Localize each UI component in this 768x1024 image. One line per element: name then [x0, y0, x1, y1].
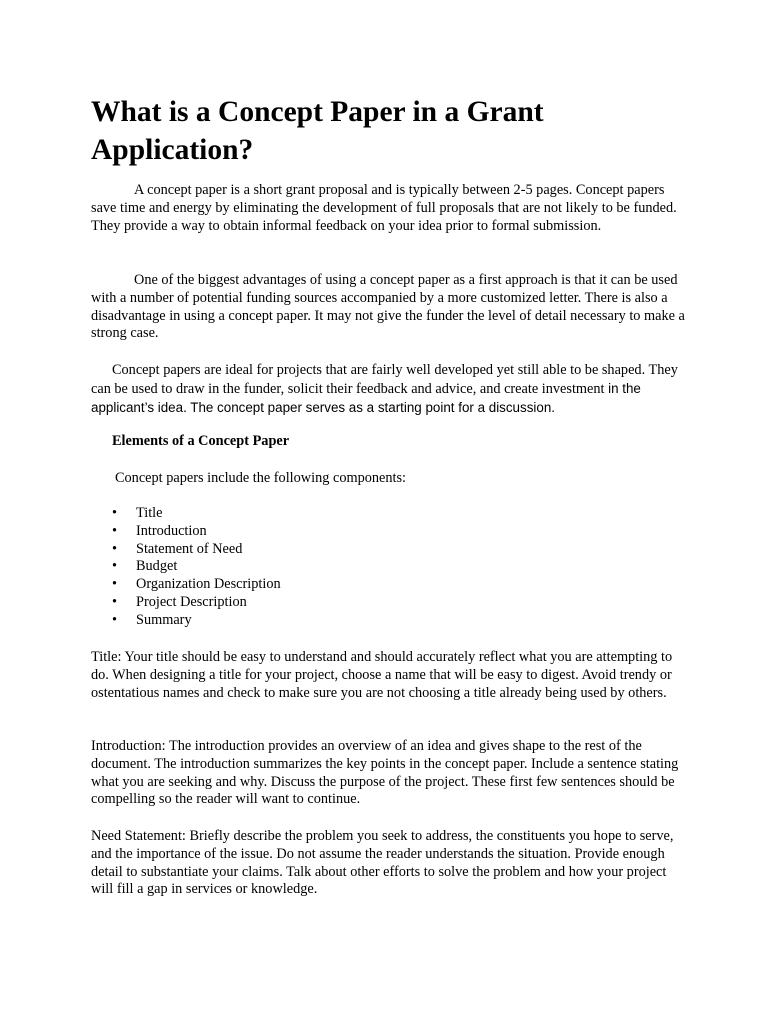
list-item — [112, 523, 281, 541]
components-intro: Concept papers include the following components: — [115, 470, 407, 486]
list-item — [112, 541, 281, 559]
section-introduction: Introduction: The introduction provides an overview of an idea and gives shape to the rest of the document. The introduction summarizes the key points in the concept paper. Include a sentence stating what you are seeking and why. Discuss the purpose of the project. These first few sentences should be compelling so the reader will want to continue. — [91, 738, 679, 808]
list-item — [112, 612, 281, 630]
document-title: What is a Concept Paper in a Grant Application? — [91, 96, 544, 166]
section-need-statement: Need Statement: Briefly describe the problem you seek to address, the constituents you hope to serve, and the importance of the issue. Do not assume the reader understands the situation. Provide enough detail to substantiate your claims. Talk about other efforts to solve the problem and how your project will fill a gap in services or knowledge. — [91, 828, 674, 898]
paragraph-intro: A concept paper is a short grant proposal and is typically between 2-5 pages. Concept papers save time and energy by eliminating the development of full proposals that are not likely to be funded. They provide a way to obtain informal feedback on your idea prior to formal submission. — [91, 182, 677, 234]
section-title: Title: Your title should be easy to understand and should accurately reflect what you are attempting to do. When designing a title for your project, choose a name that will be easy to digest. Avoid trendy or ostentatious names and check to make sure you are not choosing a title already being used by others. — [91, 649, 673, 701]
bullet-icon: • — [112, 558, 118, 575]
bullet-icon: • — [112, 593, 118, 610]
paragraph-ideal-projects-ending: in the applicant’s idea. The concept paper serves as a starting point for a discussion. — [91, 380, 641, 415]
paragraph-ideal-projects-text: Concept papers are ideal for projects that are fairly well developed yet still able to be shaped. They can be used to draw in the funder, solicit their feedback and advice, and create investment — [91, 362, 678, 397]
paragraph-advantages: One of the biggest advantages of using a concept paper as a first approach is that it can be used with a number of potential funding sources accompanied by a more customized letter. There is also a disadvantage in using a concept paper. It may not give the funder the level of detail necessary to make a strong case. — [91, 272, 685, 342]
list-item-label: Budget — [136, 558, 178, 575]
components-list — [112, 505, 281, 630]
bullet-icon: • — [112, 522, 118, 539]
bullet-icon: • — [112, 611, 118, 628]
elements-heading: Elements of a Concept Paper — [112, 433, 290, 449]
paragraph-ideal-projects — [91, 362, 691, 417]
bullet-icon: • — [112, 576, 118, 593]
list-item-label: Title — [136, 505, 163, 521]
bullet-icon: • — [112, 505, 118, 521]
list-item — [112, 594, 281, 612]
list-item-label: Statement of Need — [136, 540, 243, 557]
list-item-label: Summary — [136, 611, 192, 628]
list-item-label: Project Description — [136, 593, 247, 610]
list-item — [112, 576, 281, 594]
list-item-label: Introduction — [136, 522, 207, 539]
list-item — [112, 558, 281, 576]
list-item — [112, 505, 281, 523]
list-item-label: Organization Description — [136, 576, 281, 593]
bullet-icon: • — [112, 540, 118, 557]
